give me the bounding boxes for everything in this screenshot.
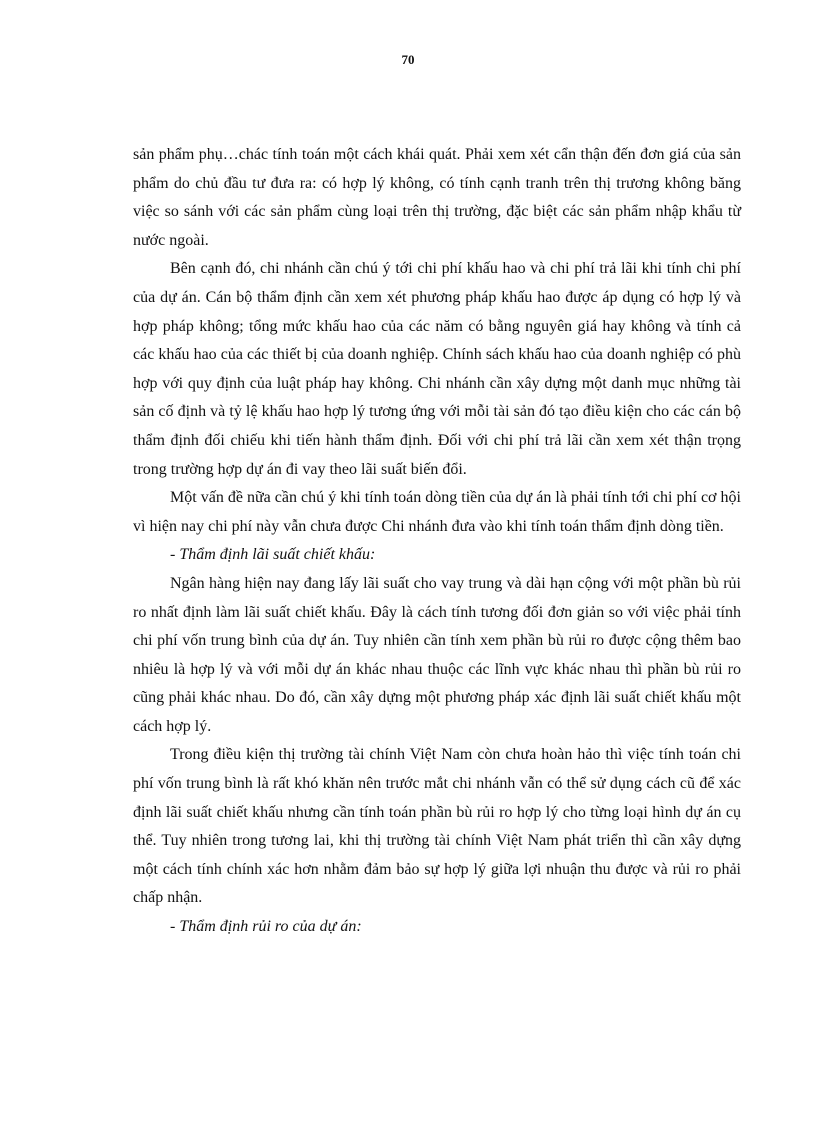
page-body (133, 141, 741, 942)
page-number: 70 (401, 52, 415, 67)
paragraph-4: Ngân hàng hiện nay đang lấy lãi suất cho vay trung và dài hạn cộng với một phần bù rủi ro nhất định làm lãi suất chiết khấu. Đây là cách tính tương đối đơn giản so với việc phải tính chi phí vốn trung bình của dự án. Tuy nhiên cần tính xem phần bù rủi ro được cộng thêm bao nhiêu là hợp lý và với mỗi dự án khác nhau thuộc các lĩnh vực khác nhau thì phần bù rủi ro cũng phải khác nhau. Do đó, cần xây dựng một phương pháp xác định lãi suất chiết khấu một cách hợp lý. (133, 574, 741, 735)
section-heading-project-risk: - Thẩm định rủi ro của dự án: (170, 918, 362, 936)
paragraph-2: Bên cạnh đó, chi nhánh cần chú ý tới chi phí khấu hao và chi phí trả lãi khi tính chi phí của dự án. Cán bộ thẩm định cần xem xét phương pháp khấu hao được áp dụng có hợp lý và hợp pháp không; tổng mức khấu hao của các năm có bằng nguyên giá hay không và tính cả các khấu hao của các thiết bị của doanh nghiệp. Chính sách khấu hao của doanh nghiệp có phù hợp với quy định của luật pháp hay không. Chi nhánh cần xây dựng một danh mục những tài sản cố định và tỷ lệ khấu hao hợp lý tương ứng với mỗi tài sản đó tạo điều kiện cho các cán bộ thẩm định đối chiếu khi tiến hành thẩm định. Đối với chi phí trả lãi cần xem xét thận trọng trong trường hợp dự án đi vay theo lãi suất biến đổi. (133, 260, 741, 478)
paragraph-5: Trong điều kiện thị trường tài chính Việt Nam còn chưa hoàn hảo thì việc tính toán chi phí vốn trung bình là rất khó khăn nên trước mắt chi nhánh vẫn có thể sử dụng cách cũ để xác định lãi suất chiết khấu nhưng cần tính toán phần bù rủi ro hợp lý cho từng loại hình dự án cụ thể. Tuy nhiên trong tương lai, khi thị trường tài chính Việt Nam phát triển thì cần xây dựng một cách tính chính xác hơn nhằm đảm bảo sự hợp lý giữa lợi nhuận thu được và rủi ro phải chấp nhận. (133, 746, 741, 907)
section-heading-discount-rate: - Thẩm định lãi suất chiết khấu: (170, 546, 376, 564)
paragraph-1: sản phẩm phụ…chác tính toán một cách khái quát. Phải xem xét cẩn thận đến đơn giá của sản phẩm do chủ đầu tư đưa ra: có hợp lý không, có tính cạnh tranh trên thị trương không băng việc so sánh với các sản phẩm cùng loại trên thị trường, đặc biệt các sản phẩm nhập khẩu từ nước ngoài. (133, 146, 741, 249)
paragraph-3: Một vấn đề nữa cần chú ý khi tính toán dòng tiền của dự án là phải tính tới chi phí cơ hội vì hiện nay chi phí này vẫn chưa được Chi nhánh đưa vào khi tính toán thẩm định dòng tiền. (133, 489, 741, 535)
